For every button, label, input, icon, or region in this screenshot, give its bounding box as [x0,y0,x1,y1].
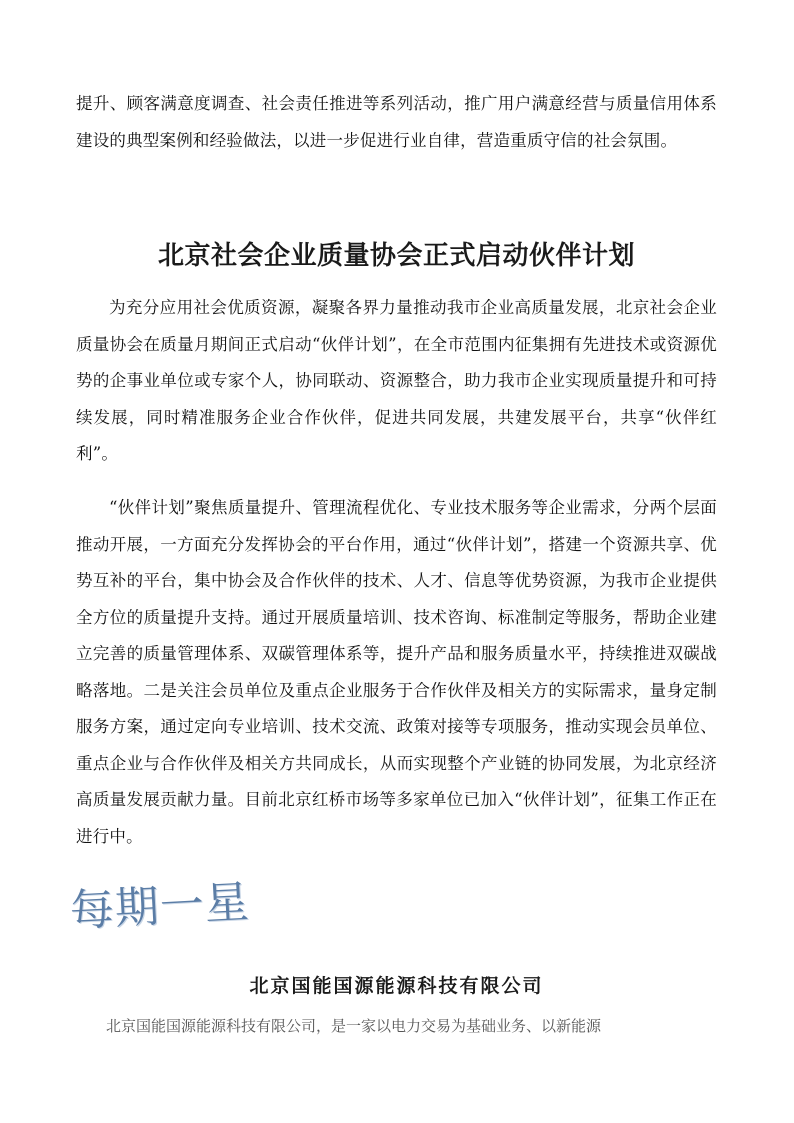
company-title: 北京国能国源能源科技有限公司 [249,975,544,997]
paragraph-continuation: 提升、顾客满意度调查、社会责任推进等系列活动，推广用户满意经营与质量信用体系建设的典型案例和经验做法，以进一步促进行业自律，营造重质守信的社会氛围。 [76,94,717,150]
company-intro: 北京国能国源能源科技有限公司，是一家以电力交易为基础业务、以新能源 [106,1017,602,1035]
article-heading: 北京社会企业质量协会正式启动伙伴计划 [157,241,635,271]
paragraph-partner-intro: 为充分应用社会优质资源，凝聚各界力量推动我市企业高质量发展，北京社会企业质量协会在质量月期间正式启动“伙伴计划”，在全市范围内征集拥有先进技术或资源优势的企事业单位或专家个人，协同联动、资源整合，助力我市企业实现质量提升和可持续发展，同时精准服务企业合作伙伴，促进共同发展，共建发展平台，共享“伙伴红利”。 [76,298,717,463]
paragraph-partner-detail: “伙伴计划”聚焦质量提升、管理流程优化、专业技术服务等企业需求，分两个层面推动开展，一方面充分发挥协会的平台作用，通过“伙伴计划”，搭建一个资源共享、优势互补的平台，集中协会及合作伙伴的技术、人才、信息等优势资源，为我市企业提供全方位的质量提升支持。通过开展质量培训、技术咨询、标准制定等服务，帮助企业建立完善的质量管理体系、双碳管理体系等，提升产品和服务质量水平，持续推进双碳战略落地。二是关注会员单位及重点企业服务于合作伙伴及相关方的实际需求，量身定制服务方案，通过定向专业培训、技术交流、政策对接等专项服务，推动实现会员单位、重点企业与合作伙伴及相关方共同成长，从而实现整个产业链的协同发展，为北京经济高质量发展贡献力量。目前北京红桥市场等多家单位已加入“伙伴计划”，征集工作正在进行中。 [76,498,717,846]
section-title-star-of-issue: 每期一星 [68,876,252,937]
